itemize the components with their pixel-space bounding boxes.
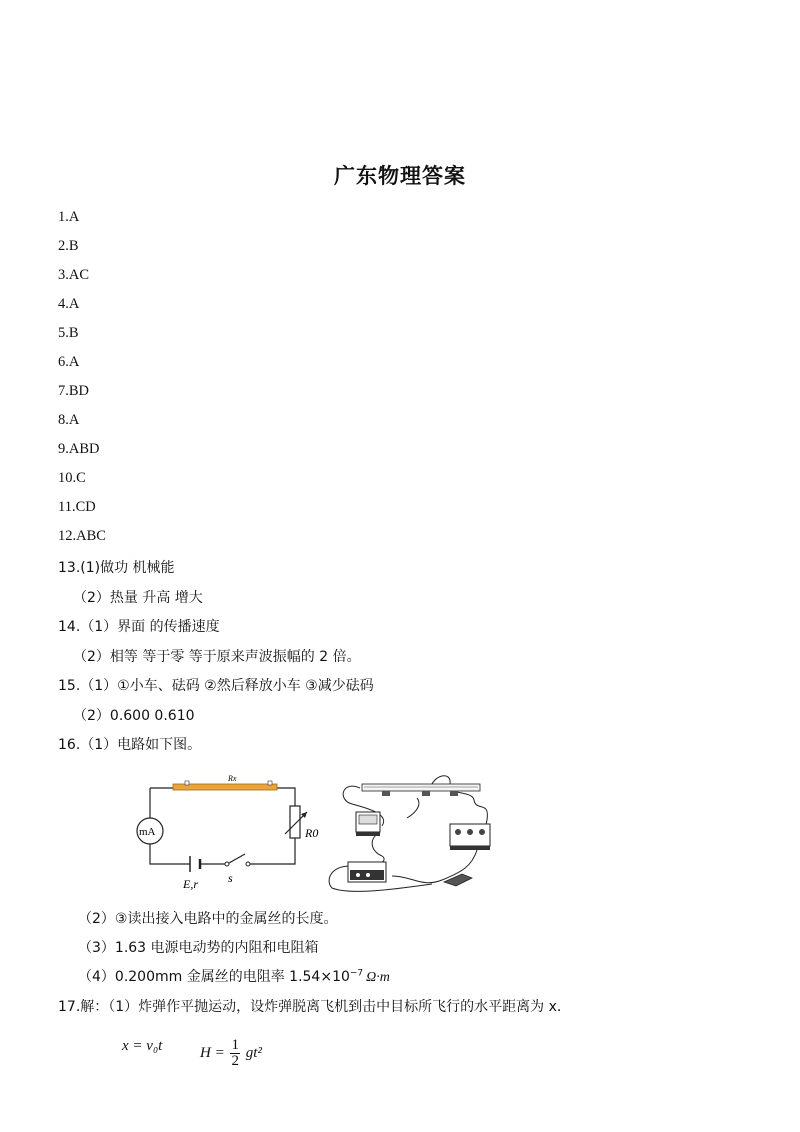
answer-15-part1: 15.（1）①小车、砝码 ②然后释放小车 ③减少砝码 xyxy=(58,678,374,694)
switch-label: s xyxy=(228,871,233,885)
answer-9: 9.ABD xyxy=(58,441,100,457)
fraction-numerator: 1 xyxy=(231,1037,239,1053)
rheostat xyxy=(290,806,300,838)
wiring-illustration xyxy=(322,770,502,892)
answer-16-part2: （2）③读出接入电路中的金属丝的长度。 xyxy=(78,911,338,927)
rheostat-label: R0 xyxy=(305,826,319,840)
answer-16-part1: 16.（1）电路如下图。 xyxy=(58,737,202,753)
circuit-schematic xyxy=(125,768,330,893)
answer-4: 4.A xyxy=(58,296,80,312)
answer-5: 5.B xyxy=(58,325,79,341)
answer-10: 10.C xyxy=(58,470,86,486)
exponent: −7 xyxy=(349,968,364,979)
answer-12: 12.ABC xyxy=(58,528,106,544)
answer-6: 6.A xyxy=(58,354,80,370)
answer-7: 7.BD xyxy=(58,383,90,399)
equation-vertical-lhs: H = xyxy=(200,1044,225,1061)
equation-vertical-rhs: gt² xyxy=(245,1044,262,1061)
answer-17-intro: 17.解：（1）炸弹作平抛运动，设炸弹脱离飞机到击中目标所飞行的水平距离为 x. xyxy=(58,999,562,1015)
resistor-label: Rx xyxy=(228,774,237,783)
answer-1: 1.A xyxy=(58,209,80,225)
equation-vertical xyxy=(200,1038,262,1069)
fraction xyxy=(230,1038,240,1069)
wire-board xyxy=(362,784,480,791)
answer-13-part1: 13.(1)做功 机械能 xyxy=(58,560,175,576)
answer-16-part4 xyxy=(78,966,390,986)
page-title: 广东物理答案 xyxy=(334,164,466,188)
answer-14-part1: 14.（1）界面 的传播速度 xyxy=(58,619,220,635)
answer-14-part2: （2）相等 等于零 等于原来声波振幅的 2 倍。 xyxy=(73,649,361,665)
answer-16-part3: （3）1.63 电源电动势的内阻和电阻箱 xyxy=(78,940,319,956)
answer-2: 2.B xyxy=(58,238,79,254)
answer-16-part4-text: （4）0.200mm 金属丝的电阻率 1.54×10 xyxy=(78,969,350,985)
answer-13-part2: （2）热量 升高 增大 xyxy=(73,590,203,606)
unit: Ω·m xyxy=(366,970,390,985)
answer-8: 8.A xyxy=(58,412,80,428)
switch-unit xyxy=(444,874,472,886)
battery-label: E,r xyxy=(183,877,198,891)
switch-lever xyxy=(229,854,245,863)
answer-11: 11.CD xyxy=(58,499,96,515)
answer-15-part2: （2）0.600 0.610 xyxy=(73,708,195,724)
milliammeter-label: mA xyxy=(139,826,156,838)
answer-3: 3.AC xyxy=(58,267,90,283)
equation-horizontal: x = v₀t xyxy=(122,1038,163,1054)
fraction-denominator: 2 xyxy=(231,1053,239,1069)
